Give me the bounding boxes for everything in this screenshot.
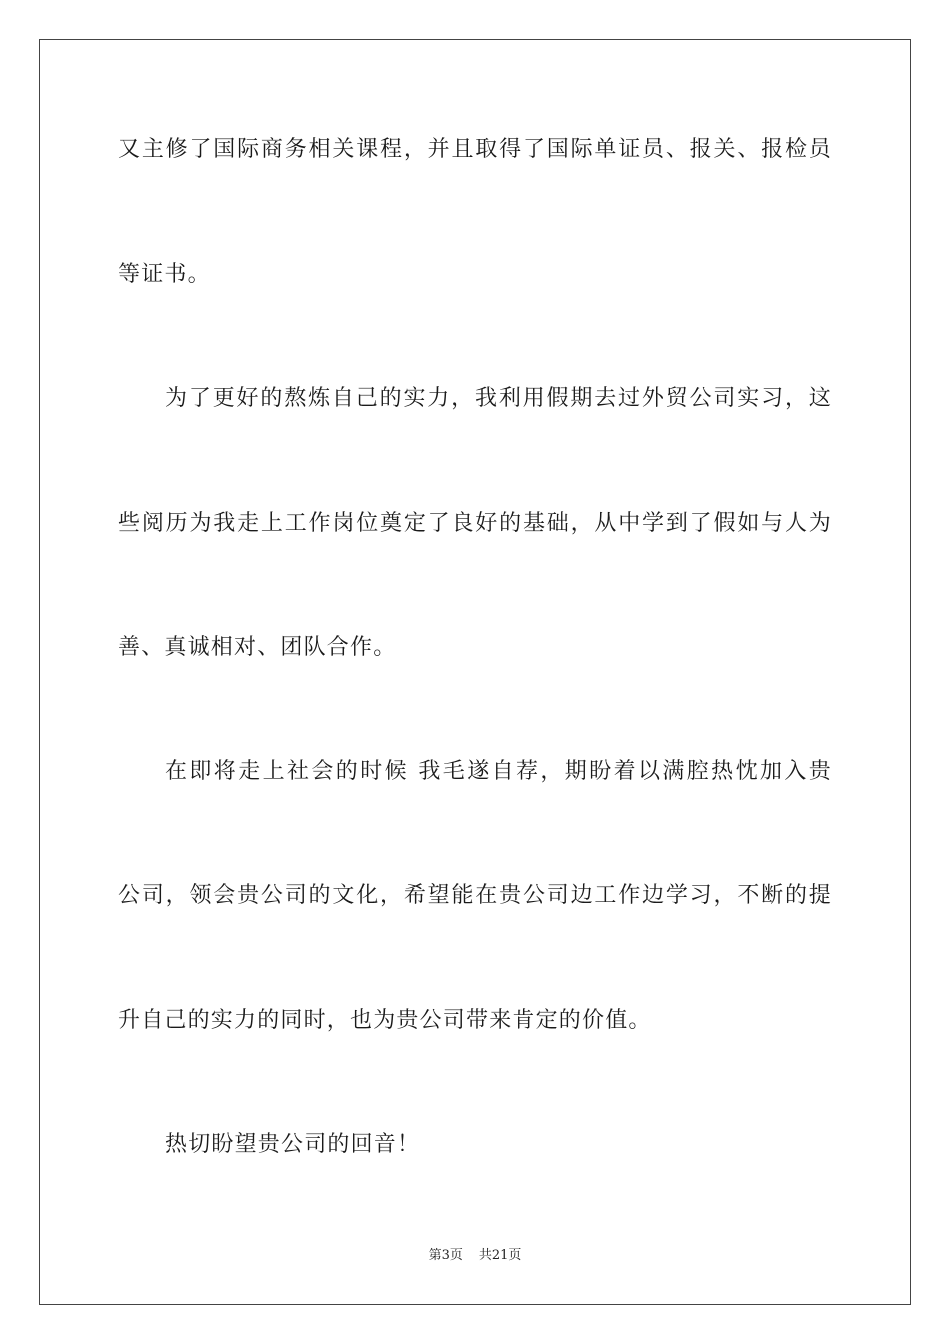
paragraph-line: 又主修了国际商务相关课程，并且取得了国际单证员、报关、报检员 <box>118 137 832 162</box>
paragraph-line: 为了更好的熬炼自己的实力，我利用假期去过外贸公司实习，这 <box>165 386 832 411</box>
paragraph-line: 等证书。 <box>118 262 211 287</box>
paragraph-line: 些阅历为我走上工作岗位奠定了良好的基础，从中学到了假如与人为 <box>118 511 832 536</box>
paragraph-line: 热切盼望贵公司的回音！ <box>165 1132 421 1157</box>
page-number: 第3页 <box>428 1248 463 1263</box>
page-footer <box>0 1248 950 1264</box>
paragraph-line: 公司，领会贵公司的文化，希望能在贵公司边工作边学习，不断的提 <box>118 883 832 908</box>
paragraph-line: 升自己的实力的同时，也为贵公司带来肯定的价值。 <box>118 1008 652 1033</box>
paragraph-line: 在即将走上社会的时候 我毛遂自荐，期盼着以满腔热忱加入贵 <box>165 759 832 784</box>
page-border <box>39 39 911 1305</box>
paragraph-line: 善、真诚相对、团队合作。 <box>118 635 397 660</box>
page-total: 共21页 <box>478 1248 522 1263</box>
